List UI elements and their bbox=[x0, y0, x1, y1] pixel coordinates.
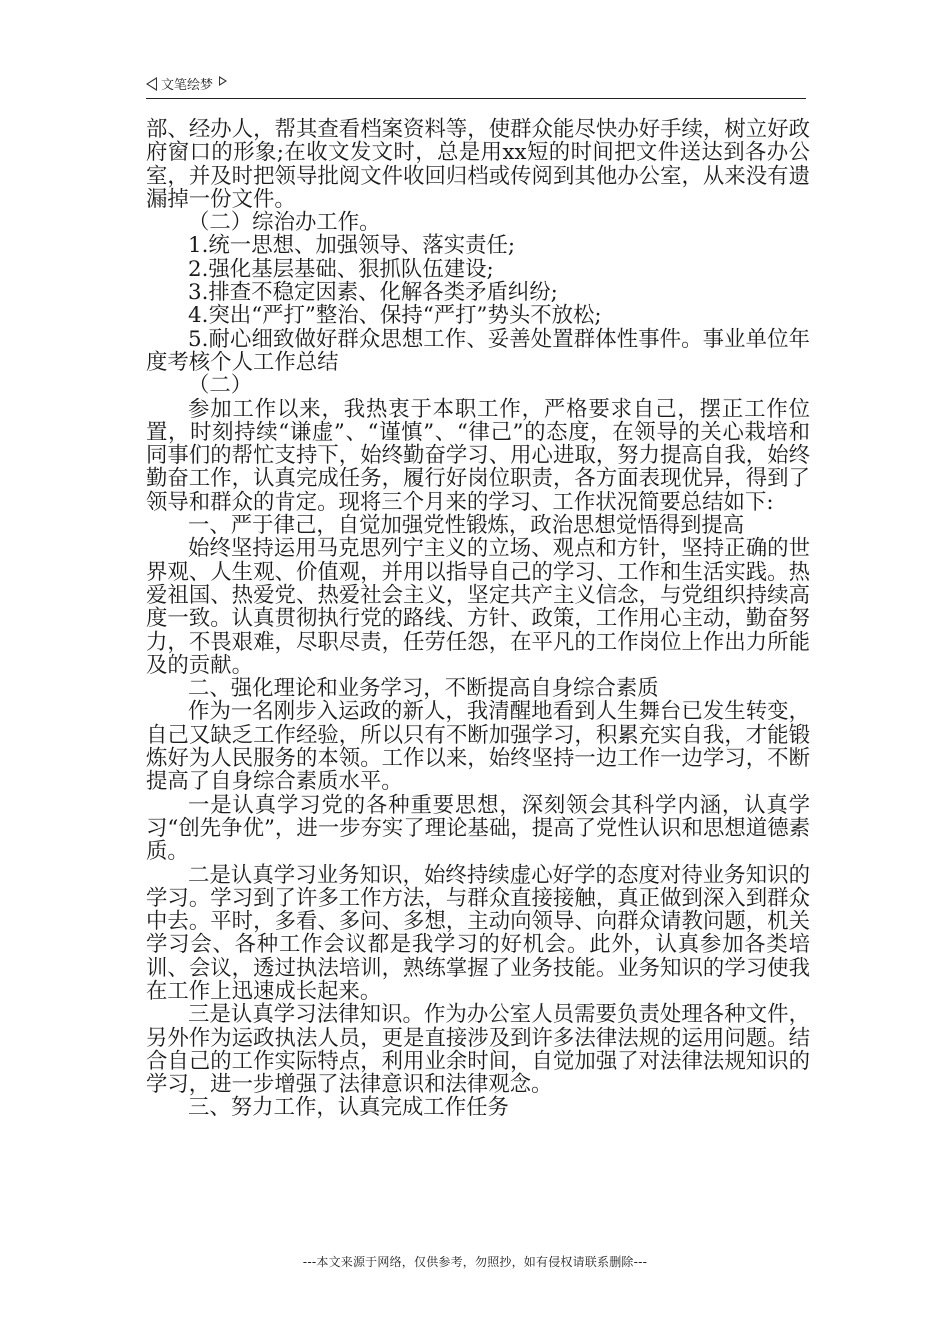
paragraph: （二） bbox=[188, 373, 253, 399]
paragraph: 作为一名刚步入运政的新人，我清醒地看到人生舞台已发生转变，自己又缺乏工作经验，所以只有不断加强学习，积累充实自我，才能锻炼好为人民服务的本领。工作以来，始终坚持一边工作一边学习，不断提高了自身综合素质水平。 bbox=[146, 699, 810, 795]
paragraph: 参加工作以来，我热衷于本职工作，严格要求自己，摆正工作位置，时刻持续“谦虚”、“谨慎”、“律己”的态度，在领导的关心栽培和同事们的帮忙支持下，始终勤奋学习、用心进取，努力提高自我，始终勤奋工作，认真完成任务，履行好岗位职责，各方面表现优异，得到了领导和群众的肯定。现将三个月来的学习、工作状况简要总结如下: bbox=[146, 396, 810, 515]
paragraph: 一是认真学习党的各种重要思想，深刻领会其科学内涵，认真学习“创先争优”，进一步夯实了理论基础，提高了党性认识和思想道德素质。 bbox=[146, 792, 810, 865]
paragraph: 3.排查不稳定因素、化解各类矛盾纠纷; bbox=[188, 280, 558, 306]
paragraph: 三是认真学习法律知识。作为办公室人员需要负责处理各种文件，另外作为运政执法人员，更是直接涉及到许多法律法规的运用问题。结合自己的工作实际特点，利用业余时间，自觉加强了对法律法规知识的学习，进一步增强了法律意识和法律观念。 bbox=[146, 1002, 810, 1098]
document-body bbox=[146, 118, 810, 1120]
triangle-right-icon bbox=[219, 76, 227, 86]
paragraph: 4.突出“严打”整治、保持“严打”势头不放松; bbox=[188, 303, 602, 329]
paragraph: 2.强化基层基础、狠抓队伍建设; bbox=[188, 256, 494, 282]
paragraph: 部、经办人，帮其查看档案资料等，使群众能尽快办好手续，树立好政府窗口的形象;在收文发文时，总是用xx短的时间把文件送达到各办公室，并及时把领导批阅文件收回归档或传阅到其他办公室，从来没有遗漏掉一份文件。 bbox=[146, 117, 810, 212]
section-heading: 三、努力工作，认真完成工作任务 bbox=[188, 1095, 509, 1121]
paragraph: 1.统一思想、加强领导、落实责任; bbox=[188, 233, 516, 259]
brand-name: 文笔绘梦 bbox=[161, 78, 214, 93]
section-heading: 一、严于律己，自觉加强党性锻炼，政治思想觉悟得到提高 bbox=[188, 513, 745, 539]
page-header bbox=[146, 72, 806, 99]
footer-notice: ---本文来源于网络，仅供参考，勿照抄，如有侵权请联系删除--- bbox=[302, 1255, 648, 1269]
section-heading: 二、强化理论和业务学习，不断提高自身综合素质 bbox=[188, 676, 659, 702]
paragraph: （二）综治办工作。 bbox=[188, 210, 381, 236]
paragraph: 二是认真学习业务知识，始终持续虚心好学的态度对待业务知识的学习。学习到了许多工作方法，与群众直接接触，真正做到深入到群众中去。平时，多看、多问、多想，主动向领导、向群众请教问题，机关学习会、各种工作会议都是我学习的好机会。此外，认真参加各类培训、会议，透过执法培训，熟练掌握了业务技能。业务知识的学习使我在工作上迅速成长起来。 bbox=[146, 862, 810, 1004]
triangle-left-icon bbox=[146, 77, 157, 91]
brand bbox=[146, 74, 227, 93]
paragraph: 始终坚持运用马克思列宁主义的立场、观点和方针，坚持正确的世界观、人生观、价值观，并用以指导自己的学习、工作和生活实践。热爱祖国、热爱党、热爱社会主义，坚定共产主义信念，与党组织持续高度一致。认真贯彻执行党的路线、方针、政策，工作用心主动，勤奋努力，不畏艰难，尽职尽责，任劳任怨，在平凡的工作岗位上作出力所能及的贡献。 bbox=[146, 536, 810, 678]
paragraph: 5.耐心细致做好群众思想工作、妥善处置群体性事件。事业单位年度考核个人工作总结 bbox=[146, 326, 810, 375]
